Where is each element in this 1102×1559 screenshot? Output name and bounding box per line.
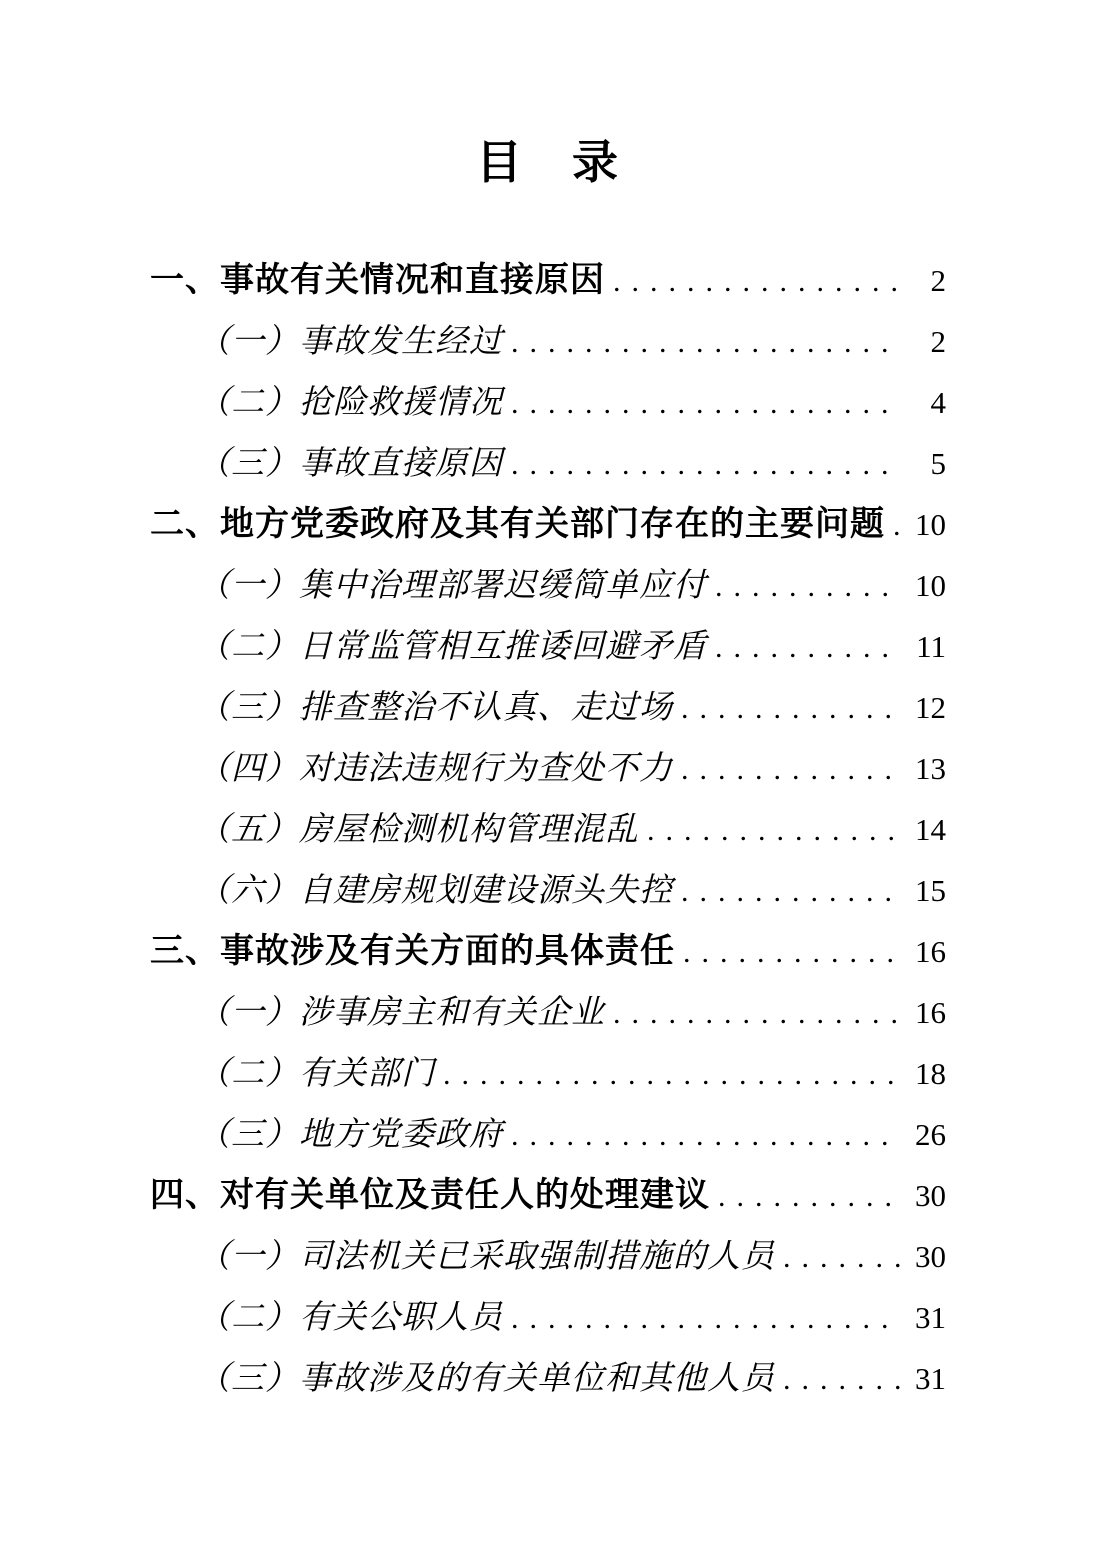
toc-entry-page-number: 10 [915, 507, 946, 542]
toc-entry-label: （三）事故涉及的有关单位和其他人员 [197, 1361, 775, 1397]
toc-entry-page-number: 13 [915, 751, 946, 786]
toc-entry-label: （三）地方党委政府 [197, 1117, 503, 1153]
dot-leader [683, 922, 900, 983]
dot-leader [893, 495, 900, 556]
toc-entry[interactable] [150, 1287, 946, 1348]
toc-entry-label: （三）事故直接原因 [197, 446, 503, 482]
toc-entry-label: （三）排查整治不认真、走过场 [197, 690, 673, 726]
toc-entry-label: （一）集中治理部署迟缓简单应付 [197, 568, 707, 604]
dot-leader [443, 1044, 900, 1105]
toc-entry[interactable] [150, 250, 946, 311]
toc-entry-label: 四、对有关单位及责任人的处理建议 [150, 1176, 710, 1214]
toc-entry-label: 三、事故涉及有关方面的具体责任 [150, 932, 675, 970]
toc-entry-page-number: 26 [915, 1117, 946, 1152]
toc-entry[interactable] [150, 433, 946, 494]
toc-entry-label: （二）抢险救援情况 [197, 385, 503, 421]
toc-entry[interactable] [150, 677, 946, 738]
dot-leader [511, 312, 900, 373]
toc-entry-page-number: 30 [915, 1239, 946, 1274]
toc-entry-page-number: 16 [915, 995, 946, 1030]
toc-entry[interactable] [150, 616, 946, 677]
dot-leader [718, 1166, 900, 1227]
toc-entry-label: 一、事故有关情况和直接原因 [150, 261, 605, 299]
toc-entry[interactable] [150, 372, 946, 433]
dot-leader [511, 434, 900, 495]
toc-entry-page-number: 2 [930, 324, 946, 359]
toc-entry-label: （一）司法机关已采取强制措施的人员 [197, 1239, 775, 1275]
toc-entry-page-number: 2 [930, 263, 946, 298]
toc-entry-label: （二）有关公职人员 [197, 1300, 503, 1336]
dot-leader [681, 678, 900, 739]
dot-leader [511, 1288, 900, 1349]
toc-entry-label: （一）事故发生经过 [197, 324, 503, 360]
toc-entry-label: （五）房屋检测机构管理混乱 [197, 812, 639, 848]
toc-entry-page-number: 31 [915, 1300, 946, 1335]
toc-entry[interactable] [150, 1226, 946, 1287]
toc-entry[interactable] [150, 982, 946, 1043]
toc-entry-page-number: 16 [915, 934, 946, 969]
toc-entry-page-number: 31 [915, 1361, 946, 1396]
toc-entry[interactable] [150, 311, 946, 372]
dot-leader [511, 1105, 900, 1166]
toc-entry-page-number: 30 [915, 1178, 946, 1213]
page-title: 目 录 [476, 137, 620, 188]
toc-entry[interactable] [150, 1165, 946, 1226]
dot-leader [783, 1227, 900, 1288]
dot-leader [715, 556, 900, 617]
dot-leader [681, 861, 900, 922]
toc-entry[interactable] [150, 1348, 946, 1409]
dot-leader [681, 739, 900, 800]
toc-entry-page-number: 11 [916, 629, 946, 664]
toc-entry-page-number: 12 [915, 690, 946, 725]
toc-entry-page-number: 5 [930, 446, 946, 481]
toc-entry-label: （二）有关部门 [197, 1056, 435, 1092]
toc-entry-page-number: 4 [930, 385, 946, 420]
toc-entry[interactable] [150, 494, 946, 555]
toc-entry-label: （四）对违法违规行为查处不力 [197, 751, 673, 787]
toc-entry-page-number: 10 [915, 568, 946, 603]
toc-entry[interactable] [150, 860, 946, 921]
toc-entry-label: （二）日常监管相互推诿回避矛盾 [197, 629, 707, 665]
toc-entry[interactable] [150, 555, 946, 616]
toc-entry-page-number: 15 [915, 873, 946, 908]
dot-leader [613, 983, 900, 1044]
dot-leader [715, 617, 900, 678]
dot-leader [647, 800, 900, 861]
toc-entry-page-number: 18 [915, 1056, 946, 1091]
toc-entry[interactable] [150, 799, 946, 860]
dot-leader [783, 1349, 900, 1410]
toc-entry-label: 二、地方党委政府及其有关部门存在的主要问题 [150, 505, 885, 543]
toc-entry-label: （一）涉事房主和有关企业 [197, 995, 605, 1031]
toc-list [150, 250, 946, 1409]
dot-leader [613, 251, 900, 312]
toc-entry[interactable] [150, 921, 946, 982]
toc-entry[interactable] [150, 1043, 946, 1104]
toc-entry-page-number: 14 [915, 812, 946, 847]
toc-entry[interactable] [150, 1104, 946, 1165]
dot-leader [511, 373, 900, 434]
toc-entry-label: （六）自建房规划建设源头失控 [197, 873, 673, 909]
toc-entry[interactable] [150, 738, 946, 799]
